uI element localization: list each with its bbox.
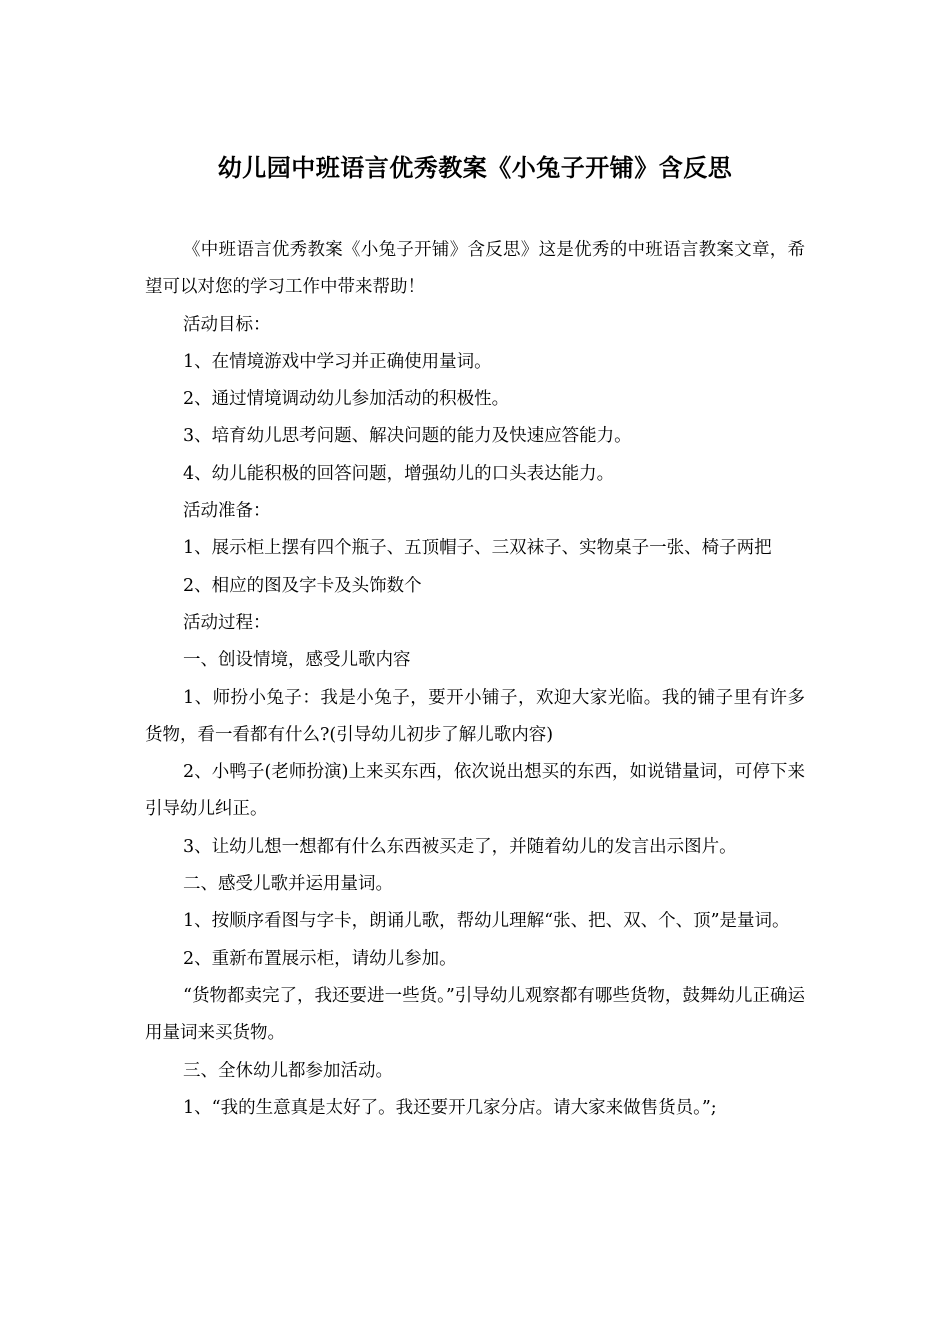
process-item: 3、让幼儿想一想都有什么东西被买走了，并随着幼儿的发言出示图片。 [183,836,737,857]
process-item: 1、师扮小兔子：我是小兔子，要开小铺子，欢迎大家光临。我的铺子里有许多货物，看一看都有什么?(引导幼儿初步了解儿歌内容) [145,687,805,745]
preparation-item: 2、相应的图及字卡及头饰数个 [183,575,422,596]
goal-item: 1、在情境游戏中学习并正确使用量词。 [183,351,492,372]
document-body [145,232,805,1127]
goal-item: 2、通过情境调动幼儿参加活动的积极性。 [183,389,510,410]
goal-item: 3、培育幼儿思考问题、解决问题的能力及快速应答能力。 [183,426,632,447]
section-heading-goals: 活动目标： [183,314,271,335]
process-item: 1、“我的生意真是太好了。我还要开几家分店。请大家来做售货员。”; [183,1097,717,1118]
document-title: 幼儿园中班语言优秀教案《小兔子开铺》含反思 [217,154,733,182]
preparation-item: 1、展示柜上摆有四个瓶子、五顶帽子、三双袜子、实物桌子一张、椅子两把 [183,538,772,559]
process-step-heading: 二、感受儿歌并运用量词。 [183,874,393,895]
section-heading-process: 活动过程： [183,612,271,633]
intro-paragraph: 《中班语言优秀教案《小兔子开铺》含反思》这是优秀的中班语言教案文章，希望可以对您的学习工作中带来帮助！ [145,240,805,298]
process-item: 2、小鸭子(老师扮演)上来买东西，依次说出想买的东西，如说错量词，可停下来引导幼儿纠正。 [145,762,805,820]
goal-item: 4、幼儿能积极的回答问题，增强幼儿的口头表达能力。 [183,463,615,484]
process-item: 2、重新布置展示柜，请幼儿参加。 [183,948,457,969]
process-item: “货物都卖完了，我还要进一些货。”引导幼儿观察都有哪些货物，鼓舞幼儿正确运用量词来买货物。 [145,985,805,1044]
process-step-heading: 三、全休幼儿都参加活动。 [183,1060,393,1081]
process-step-heading: 一、创设情境，感受儿歌内容 [183,650,411,671]
process-item: 1、按顺序看图与字卡，朗诵儿歌，帮幼儿理解“张、把、双、个、顶”是量词。 [183,911,790,932]
section-heading-preparation: 活动准备： [183,501,271,522]
